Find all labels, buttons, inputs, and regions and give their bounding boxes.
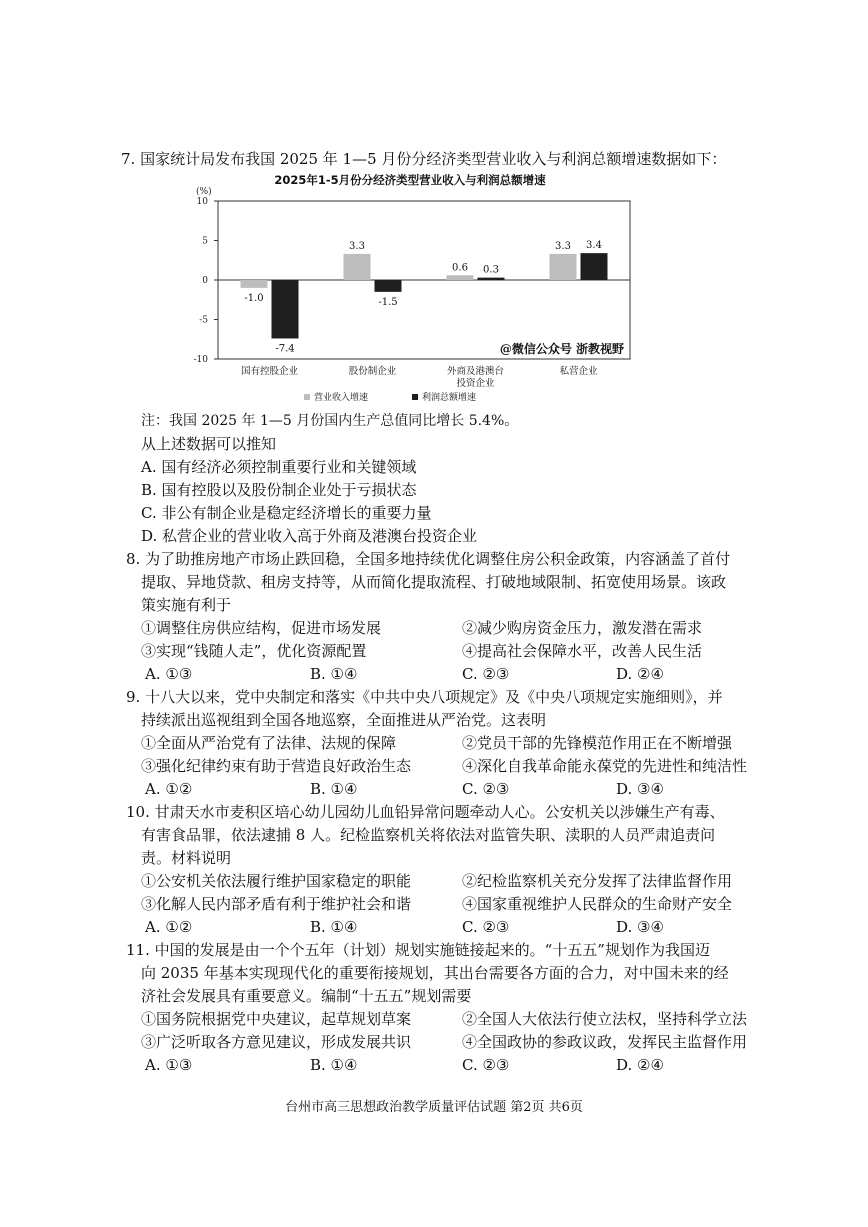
- q7-option-d: D. 私营企业的营业收入高于外商及港澳台投资企业: [141, 527, 478, 545]
- q10-answer-c: C. ②③: [462, 918, 510, 936]
- q10-stem-line1: 10. 甘肃天水市麦积区培心幼儿园幼儿血铅异常问题牵动人心。公安机关以涉嫌生产有毒、: [126, 803, 725, 821]
- x-tick-label: 私营企业: [559, 366, 598, 377]
- bar-1-0: [272, 280, 299, 338]
- q10-answer-a: A. ①②: [145, 918, 193, 936]
- q10-item-3: ③化解人民内部矛盾有利于维护社会和谐: [141, 895, 412, 913]
- q9-item-3: ③强化纪律约束有助于营造良好政治生态: [141, 757, 412, 775]
- bar-0-2: [447, 275, 474, 280]
- bar-0-0: [241, 280, 268, 288]
- x-tick-label: 股份制企业: [348, 366, 397, 377]
- q11-stem-line3: 济社会发展具有重要意义。编制“十五五”规划需要: [141, 987, 472, 1005]
- q9-item-1: ①全面从严治党有了法律、法规的保障: [141, 734, 397, 752]
- x-tick-label: 投资企业: [456, 378, 495, 389]
- bar-1-1: [375, 280, 402, 292]
- q10-stem-line3: 责。材料说明: [141, 849, 232, 867]
- q9-answer-b: B. ①④: [310, 780, 358, 798]
- q9-stem-line2: 持续派出巡视组到全国各地巡察，全面推进从严治党。这表明: [141, 711, 547, 729]
- q9-answer-c: C. ②③: [462, 780, 510, 798]
- y-tick-label: 10: [196, 197, 208, 207]
- x-tick-label: 国有控股企业: [240, 366, 299, 377]
- q9-item-2: ②党员干部的先锋模范作用正在不断增强: [462, 734, 733, 752]
- data-label: 0.3: [483, 264, 499, 276]
- q11-answer-d: D. ②④: [616, 1056, 664, 1074]
- chart-title: 2025年1-5月份分经济类型营业收入与利润总额增速: [274, 173, 546, 187]
- bar-0-1: [344, 254, 371, 280]
- bar-1-2: [478, 278, 505, 280]
- data-label: -7.4: [275, 343, 295, 355]
- page-footer: 台州市高三思想政治教学质量评估试题 第2页 共6页: [285, 1100, 583, 1115]
- data-label: 3.3: [555, 240, 571, 252]
- y-tick-label: 0: [202, 276, 208, 286]
- data-label: -1.5: [378, 296, 398, 308]
- q7-option-b: B. 国有控股以及股份制企业处于亏损状态: [141, 481, 417, 499]
- q8-item-3: ③实现“钱随人走”，优化资源配置: [141, 642, 367, 660]
- q9-item-4: ④深化自我革命能永葆党的先进性和纯洁性: [462, 757, 748, 775]
- q11-item-4: ④全国政协的参政议政，发挥民主监督作用: [462, 1033, 748, 1051]
- legend-swatch-profit: [412, 394, 418, 400]
- q10-stem-line2: 有害食品罪，依法逮捕 8 人。纪检监察机关将依法对监管失职、渎职的人员严肃追责问: [141, 826, 716, 844]
- q10-item-4: ④国家重视维护人民群众的生命财产安全: [462, 895, 733, 913]
- q7-stem: 7. 国家统计局发布我国 2025 年 1—5 月份分经济类型营业收入与利润总额增速数据如下：: [121, 150, 727, 168]
- q8-item-4: ④提高社会保障水平，改善人民生活: [462, 642, 703, 660]
- data-label: 0.6: [452, 262, 468, 274]
- q11-stem-line2: 向 2035 年基本实现现代化的重要衔接规划，其出台需要各方面的合力，对中国未来的经: [141, 964, 729, 982]
- watermark-text: @微信公众号 浙教视野: [499, 342, 624, 356]
- q11-answer-b: B. ①④: [310, 1056, 358, 1074]
- legend-label-revenue: 营业收入增速: [314, 393, 369, 403]
- y-axis-unit: (%): [196, 187, 212, 197]
- q8-answer-b: B. ①④: [310, 665, 358, 683]
- q7-chart: [180, 172, 640, 408]
- q10-answer-b: B. ①④: [310, 918, 358, 936]
- q10-answer-d: D. ③④: [616, 918, 664, 936]
- legend-swatch-revenue: [304, 394, 310, 400]
- q8-stem-line3: 策实施有利于: [141, 596, 232, 614]
- q8-answer-d: D. ②④: [616, 665, 664, 683]
- data-label: -1.0: [244, 292, 264, 304]
- data-label: 3.4: [586, 240, 602, 252]
- q7-option-a: A. 国有经济必须控制重要行业和关键领域: [141, 458, 417, 476]
- q8-item-2: ②减少购房资金压力，激发潜在需求: [462, 619, 703, 637]
- q11-answer-c: C. ②③: [462, 1056, 510, 1074]
- q8-answer-c: C. ②③: [462, 665, 510, 683]
- bar-chart: [180, 172, 640, 408]
- q7-ask: 从上述数据可以推知: [141, 435, 277, 453]
- y-tick-label: -10: [193, 355, 208, 365]
- q10-item-1: ①公安机关依法履行维护国家稳定的职能: [141, 872, 412, 890]
- q8-stem-line2: 提取、异地贷款、租房支持等，从而简化提取流程、打破地域限制、拓宽使用场景。该政: [141, 573, 727, 591]
- bar-0-3: [550, 254, 577, 280]
- q11-answer-a: A. ①③: [145, 1056, 193, 1074]
- q7-option-c: C. 非公有制企业是稳定经济增长的重要力量: [141, 504, 432, 522]
- y-tick-label: -5: [199, 315, 208, 326]
- q9-answer-d: D. ③④: [616, 780, 664, 798]
- q11-item-2: ②全国人大依法行使立法权，坚持科学立法: [462, 1010, 748, 1028]
- data-label: 3.3: [349, 240, 365, 252]
- q11-stem-line1: 11. 中国的发展是由一个个五年（计划）规划实施链接起来的。“十五五”规划作为我国迈: [126, 941, 710, 959]
- q11-item-1: ①国务院根据党中央建议，起草规划草案: [141, 1010, 412, 1028]
- x-tick-label: 外商及港澳台: [446, 366, 505, 377]
- q8-item-1: ①调整住房供应结构，促进市场发展: [141, 619, 382, 637]
- q10-item-2: ②纪检监察机关充分发挥了法律监督作用: [462, 872, 733, 890]
- y-tick-label: 5: [202, 236, 208, 247]
- q7-note: 注：我国 2025 年 1—5 月份国内生产总值同比增长 5.4%。: [141, 413, 519, 429]
- q9-answer-a: A. ①②: [145, 780, 193, 798]
- q8-stem-line1: 8. 为了助推房地产市场止跌回稳，全国多地持续优化调整住房公积金政策，内容涵盖了首付: [126, 550, 731, 568]
- legend-label-profit: 利润总额增速: [422, 393, 477, 403]
- bar-1-3: [581, 253, 608, 280]
- q8-answer-a: A. ①③: [145, 665, 193, 683]
- q9-stem-line1: 9. 十八大以来，党中央制定和落实《中共中央八项规定》及《中央八项规定实施细则》，并: [126, 688, 723, 706]
- q11-item-3: ③广泛听取各方意见建议，形成发展共识: [141, 1033, 412, 1051]
